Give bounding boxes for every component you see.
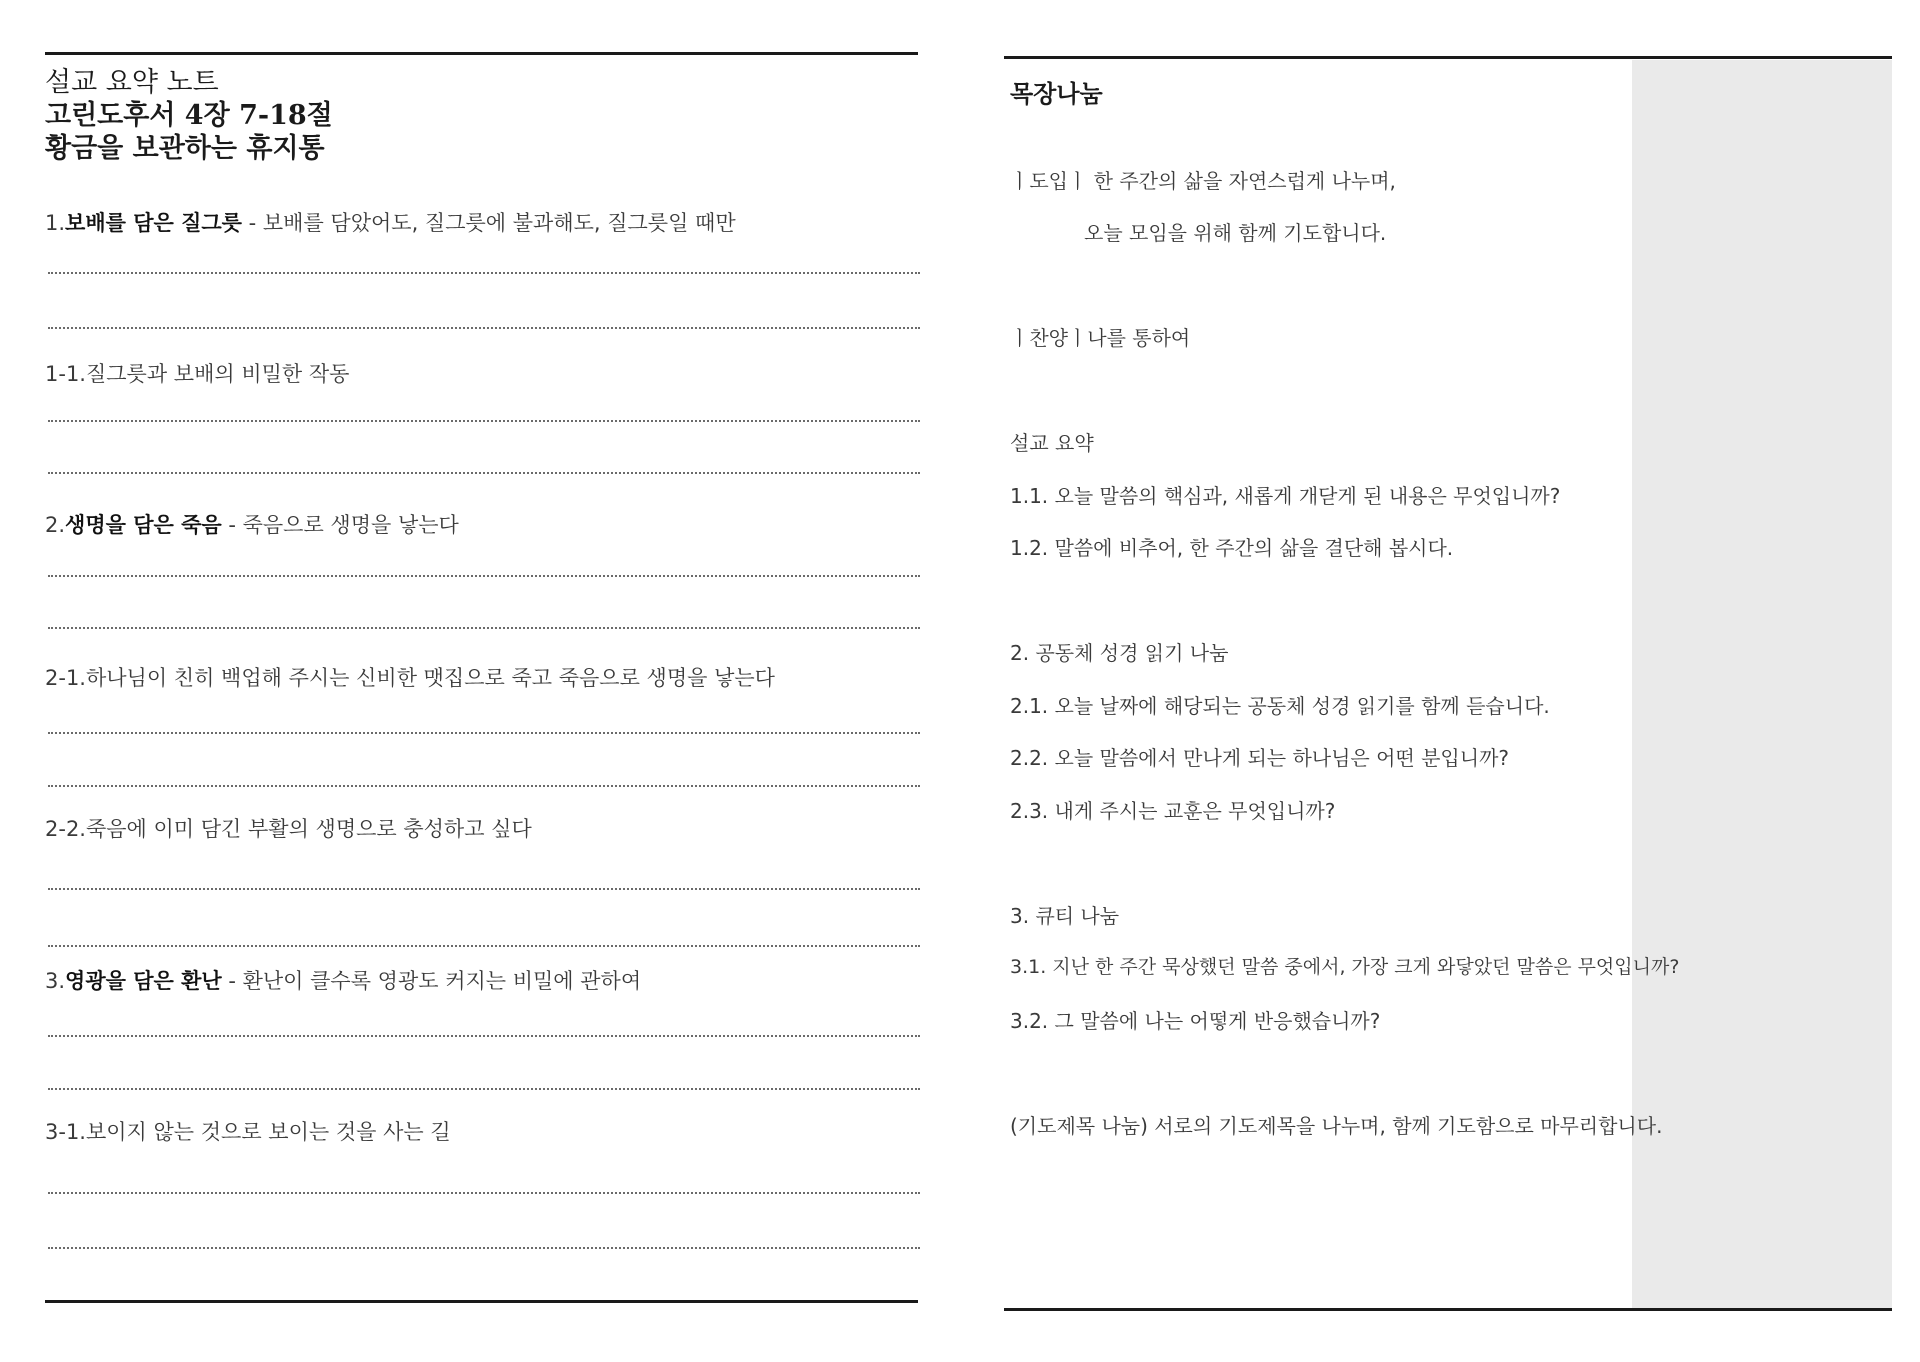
- note-titles: [45, 66, 920, 165]
- note-line: [48, 1247, 920, 1249]
- question-3-1: 3.1. 지난 한 주간 묵상했던 말씀 중에서, 가장 크게 와닿았던 말씀은 무엇입니까?: [1010, 956, 1680, 978]
- intro-line: ㅣ도입ㅣ 한 주간의 삶을 자연스럽게 나누며,: [1010, 169, 1396, 193]
- note-title: 설교 요약 노트: [45, 67, 219, 98]
- bible-reading-heading: 2. 공동체 성경 읽기 나눔: [1010, 641, 1229, 665]
- section-2-1: 2-1.하나님이 친히 백업해 주시는 신비한 맷집으로 죽고 죽음으로 생명을 낳는다: [45, 666, 775, 690]
- section-2-2: 2-2.죽음에 이미 담긴 부활의 생명으로 충성하고 싶다: [45, 817, 532, 841]
- question-3-2: 3.2. 그 말씀에 나는 어떻게 반응했습니까?: [1010, 1009, 1381, 1033]
- scripture-reference: 고린도후서 4장 7-18절: [45, 100, 333, 131]
- note-line: [48, 327, 920, 329]
- note-line: [48, 1088, 920, 1090]
- note-line: [48, 627, 920, 629]
- question-1-1: 1.1. 오늘 말씀의 핵심과, 새롭게 개닫게 된 내용은 무엇입니까?: [1010, 484, 1561, 508]
- section-2: 2.생명을 담은 죽음 - 죽음으로 생명을 낳는다: [45, 513, 459, 537]
- prayer-line: (기도제목 나눔) 서로의 기도제목을 나누며, 함께 기도함으로 마무리합니다.: [1010, 1114, 1663, 1138]
- question-1-2: 1.2. 말씀에 비추어, 한 주간의 삶을 결단해 봅시다.: [1010, 536, 1454, 560]
- right-bottom-rule: [1004, 1308, 1892, 1311]
- note-line: [48, 732, 920, 734]
- praise-line: ㅣ찬양ㅣ나를 통하여: [1010, 326, 1191, 350]
- note-line: [48, 945, 920, 947]
- left-bottom-rule: [45, 1300, 918, 1303]
- question-2-1: 2.1. 오늘 날짜에 해당되는 공동체 성경 읽기를 함께 듣습니다.: [1010, 694, 1550, 718]
- qt-sharing-heading: 3. 큐티 나눔: [1010, 904, 1120, 928]
- note-line: [48, 1192, 920, 1194]
- small-group-title: 목장나눔: [1010, 80, 1103, 108]
- right-top-rule: [1004, 56, 1892, 59]
- note-line: [48, 785, 920, 787]
- intro-line-2: 오늘 모임을 위해 함께 기도합니다.: [1084, 221, 1387, 245]
- section-1: 1.보배를 담은 질그릇 - 보배를 담았어도, 질그릇에 불과해도, 질그릇일 때만: [45, 211, 736, 235]
- sermon-title: 황금을 보관하는 휴지통: [45, 133, 325, 164]
- note-line: [48, 472, 920, 474]
- sermon-summary-heading: 설교 요약: [1010, 431, 1094, 455]
- section-1-1: 1-1.질그릇과 보배의 비밀한 작동: [45, 362, 350, 386]
- section-3-1: 3-1.보이지 않는 것으로 보이는 것을 사는 길: [45, 1120, 451, 1144]
- note-line: [48, 575, 920, 577]
- right-side-panel: [1632, 60, 1892, 1308]
- question-2-2: 2.2. 오늘 말씀에서 만나게 되는 하나님은 어떤 분입니까?: [1010, 746, 1510, 770]
- note-line: [48, 1035, 920, 1037]
- note-line: [48, 420, 920, 422]
- left-top-rule: [45, 52, 918, 55]
- question-2-3: 2.3. 내게 주시는 교훈은 무엇입니까?: [1010, 799, 1336, 823]
- note-line: [48, 272, 920, 274]
- note-line: [48, 888, 920, 890]
- section-3: 3.영광을 담은 환난 - 환난이 클수록 영광도 커지는 비밀에 관하여: [45, 969, 642, 993]
